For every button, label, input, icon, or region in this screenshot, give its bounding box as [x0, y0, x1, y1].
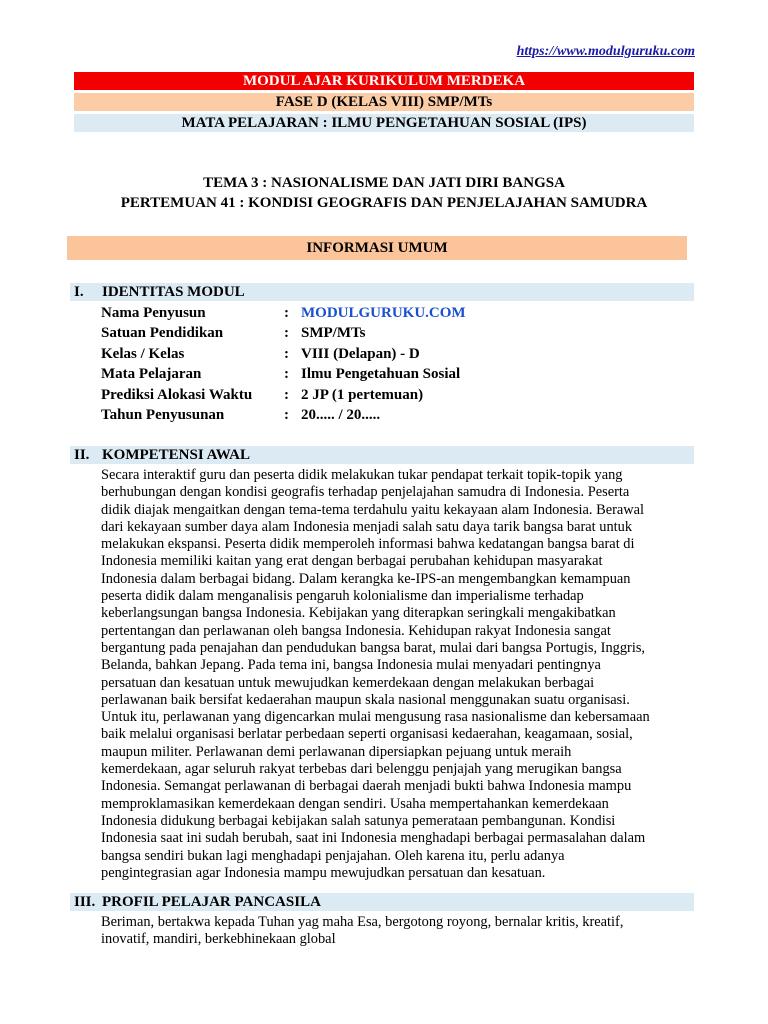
paragraph-line: Beriman, bertakwa kepada Tuhan yag maha Esa, bergotong royong, bernalar kritis, kreatif,: [101, 914, 624, 930]
identity-value: SMP/MTs: [301, 325, 366, 341]
identity-colon: :: [284, 366, 289, 382]
site-link[interactable]: https://www.modulguruku.com: [516, 44, 695, 59]
paragraph-line: maupun militer. Perlawanan demi perlawanan dipersiapkan pejuang untuk meraih: [101, 743, 572, 760]
section-title: KOMPETENSI AWAL: [102, 447, 250, 463]
paragraph-line: kemerdekaan, agar seluruh rakyat terbebas dari belenggu penjajah yang merugikan bangsa: [101, 761, 622, 778]
paragraph-line: bergantung pada penajahan dan pendudukan bangsa barat, mulai dari bangsa Portugis, Inggris,: [101, 639, 646, 656]
paragraph-line: didik diajak mengaitkan dengan tema-tema terdahulu yaitu kekayaan alam Indonesia. Berawal: [101, 501, 645, 518]
paragraph-line: inovatif, mandiri, berkebhinekaan global: [101, 931, 336, 948]
section-heading-pancasila-profile: [70, 893, 694, 911]
identity-value[interactable]: MODULGURUKU.COM: [301, 305, 466, 321]
general-info-heading: INFORMASI UMUM: [67, 236, 687, 260]
identity-colon: :: [284, 387, 289, 403]
section-number: II.: [74, 447, 90, 463]
theme-title: TEMA 3 : NASIONALISME DAN JATI DIRI BANGSA: [203, 175, 565, 191]
identity-label: Mata Pelajaran: [101, 366, 202, 382]
paragraph-line: Indonesia memiliki kaitan yang erat dengan berbagai perubahan kehidupan masyarakat: [101, 553, 603, 570]
identity-label: Kelas / Kelas: [101, 346, 185, 362]
identity-colon: :: [284, 305, 289, 321]
module-title-band: MODUL AJAR KURIKULUM MERDEKA: [74, 72, 694, 90]
identity-label: Prediksi Alokasi Waktu: [101, 387, 253, 403]
paragraph-line: pertentangan dan perlawanan oleh bangsa Indonesia. Kehidupan rakyat Indonesia sangat: [101, 622, 611, 639]
identity-label: Nama Penyusun: [101, 305, 206, 321]
identity-value: Ilmu Pengetahuan Sosial: [301, 366, 461, 382]
identity-colon: :: [284, 325, 289, 341]
paragraph-line: Indonesia didukung berbagai kebijakan salah satunya pemerataan pembangunan. Kondisi: [101, 812, 616, 829]
paragraph-line: persatuan dan kesatuan untuk mewujudkan kemerdekaan dengan melakukan berbagai: [101, 674, 595, 691]
paragraph-line: Secara interaktif guru dan peserta didik melakukan tukar pendapat terkait topik-topik yang: [101, 467, 623, 483]
paragraph-line: Indonesia. Semangat perlawanan di berbagai daerah menjadi bukti bahwa Indonesia mampu: [101, 778, 632, 795]
paragraph-line: bangsa sendiri bukan lagi menghadapi penjajahan. Oleh karena itu, perlu adanya: [101, 847, 565, 864]
identity-label: Tahun Penyusunan: [101, 407, 225, 423]
identity-value: 20..... / 20.....: [301, 407, 381, 423]
paragraph-line: dari kekayaan sumber daya alam Indonesia menjadi salah satu daya tarik bangsa barat untuk: [101, 518, 633, 535]
paragraph-line: peserta didik dalam menganalisis pengaruh kolonialisme dan imperialisme terhadap: [101, 588, 584, 605]
section-number: I.: [74, 284, 84, 300]
section-heading-identity: [70, 283, 694, 301]
paragraph-line: keberlangsungan bangsa Indonesia. Kebijakan yang diterapkan seringkali mengakibatkan: [101, 605, 616, 622]
paragraph-line: perlawanan baik bersifat kedaerahan maupun skala nasional menggunakan suatu organisasi.: [101, 691, 630, 708]
section-title: IDENTITAS MODUL: [102, 284, 245, 300]
identity-value: 2 JP (1 pertemuan): [301, 387, 424, 403]
phase-band: FASE D (KELAS VIII) SMP/MTs: [74, 93, 694, 111]
paragraph-line: Indonesia saat ini sudah berubah, saat ini Indonesia menghadapi berbagai permasalahan dalam: [101, 830, 646, 847]
paragraph-line: memproklamasikan kemerdekaan dengan sendiri. Usaha mempertahankan kemerdekaan: [101, 795, 609, 812]
pancasila-profile-paragraph: [101, 914, 693, 949]
paragraph-line: berhubungan dengan kondisi geografis terhadap penjelajahan samudra di Indonesia. Peserta: [101, 484, 630, 501]
competence-paragraph: [101, 467, 693, 882]
section-heading-competence: [70, 446, 694, 464]
identity-colon: :: [284, 346, 289, 362]
paragraph-line: Untuk itu, perlawanan yang digencarkan mulai mengusung rasa nasionalisme dan kebersamaan: [101, 709, 650, 726]
subject-band: MATA PELAJARAN : ILMU PENGETAHUAN SOSIAL (IPS): [74, 114, 694, 132]
paragraph-line: baik melalui organisasi berlatar perbedaan seperti organisasi kedaerahan, keagamaan, sosial,: [101, 726, 633, 743]
identity-label: Satuan Pendidikan: [101, 325, 224, 341]
paragraph-line: pengintegrasian agar Indonesia mampu mewujudkan persatuan dan kesatuan.: [101, 864, 546, 881]
meeting-title: PERTEMUAN 41 : KONDISI GEOGRAFIS DAN PENJELAJAHAN SAMUDRA: [120, 195, 648, 211]
identity-value: VIII (Delapan) - D: [301, 346, 420, 362]
identity-colon: :: [284, 407, 289, 423]
section-title: PROFIL PELAJAR PANCASILA: [102, 894, 321, 910]
section-number: III.: [74, 894, 96, 910]
paragraph-line: Indonesia dalam berbagai bidang. Dalam kerangka ke-IPS-an mengembangkan kemampuan: [101, 570, 631, 587]
paragraph-line: melakukan ekspansi. Peserta didik memperoleh informasi bahwa kedatangan bangsa barat di: [101, 536, 635, 553]
paragraph-line: Belanda, bahkan Jepang. Pada tema ini, bangsa Indonesia mulai menyadari pentingnya: [101, 657, 601, 674]
